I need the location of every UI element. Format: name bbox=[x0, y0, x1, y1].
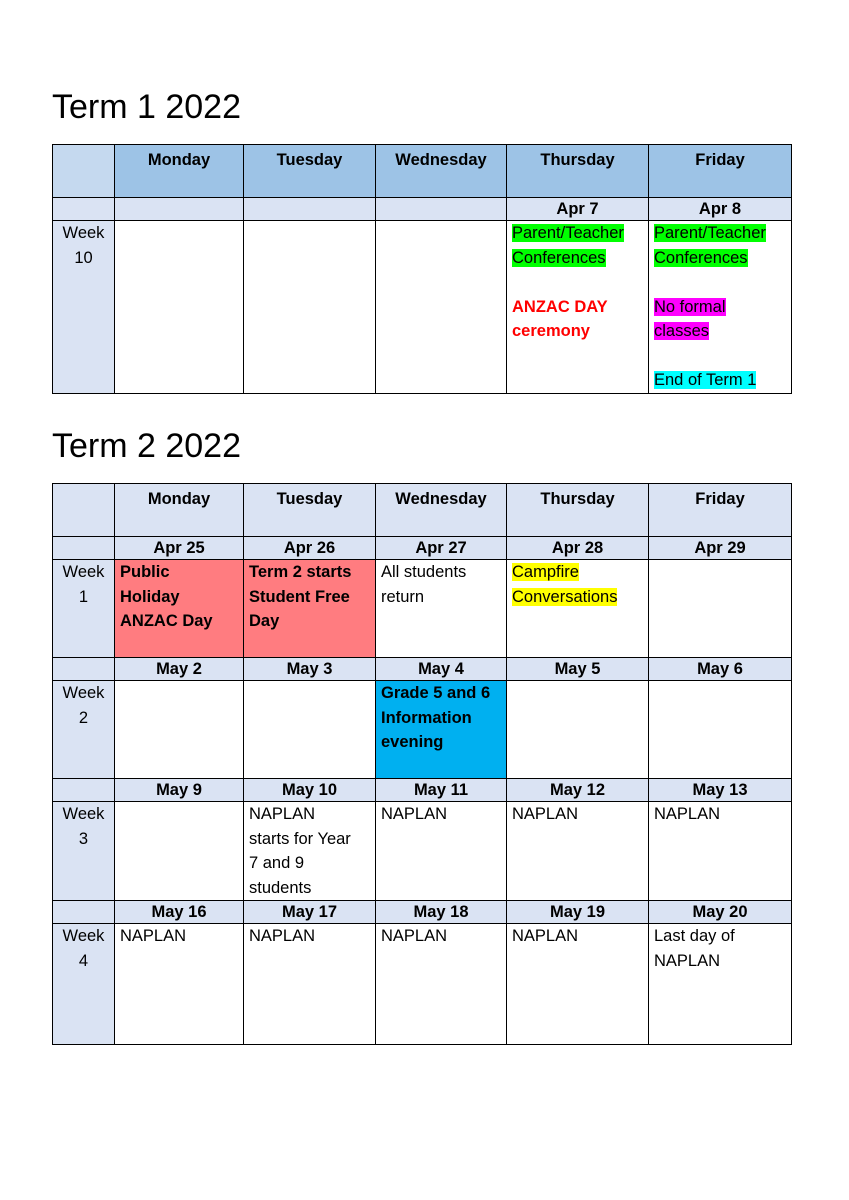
event-anzac-ceremony: ANZAC DAY bbox=[512, 297, 608, 316]
term1-calendar-table bbox=[52, 144, 792, 394]
event-parent-teacher: Conferences bbox=[512, 248, 606, 267]
day-cell bbox=[244, 221, 376, 394]
event-parent-teacher: Conferences bbox=[654, 248, 748, 267]
header-corner bbox=[53, 484, 115, 537]
week-row bbox=[53, 681, 792, 779]
date-cell: May 11 bbox=[376, 779, 507, 802]
week-label bbox=[53, 924, 115, 1045]
date-cell: May 16 bbox=[115, 901, 244, 924]
event-text: Public bbox=[120, 563, 170, 581]
week-word: Week bbox=[62, 563, 105, 581]
event-parent-teacher: Parent/Teacher bbox=[512, 224, 624, 242]
date-cell-blank bbox=[53, 658, 115, 681]
header-wednesday: Wednesday bbox=[376, 145, 507, 198]
event-all-students-return bbox=[376, 560, 507, 658]
header-monday: Monday bbox=[115, 145, 244, 198]
header-friday: Friday bbox=[649, 145, 792, 198]
term1-header-row bbox=[53, 145, 792, 198]
event-student-free-day bbox=[244, 560, 376, 658]
date-cell: May 17 bbox=[244, 901, 376, 924]
term2-title: Term 2 2022 bbox=[52, 427, 241, 465]
event-campfire-conversations bbox=[507, 560, 649, 658]
date-row bbox=[53, 537, 792, 560]
date-row bbox=[53, 198, 792, 221]
event-naplan: NAPLAN bbox=[649, 802, 792, 901]
date-cell: Apr 7 bbox=[507, 198, 649, 221]
date-cell: May 18 bbox=[376, 901, 507, 924]
week-row bbox=[53, 924, 792, 1045]
event-parent-teacher: Parent/Teacher bbox=[654, 224, 766, 242]
event-information-evening bbox=[376, 681, 507, 779]
event-naplan: NAPLAN bbox=[244, 924, 376, 1045]
date-cell: May 3 bbox=[244, 658, 376, 681]
date-cell: May 20 bbox=[649, 901, 792, 924]
day-cell bbox=[115, 802, 244, 901]
week-word: Week bbox=[62, 224, 105, 242]
week-number: 2 bbox=[78, 708, 89, 727]
week-label bbox=[53, 681, 115, 779]
date-cell-blank bbox=[53, 537, 115, 560]
week-number: 10 bbox=[74, 248, 93, 267]
event-text: students bbox=[249, 878, 312, 897]
event-text: Term 2 starts bbox=[249, 563, 352, 581]
event-text: Day bbox=[249, 612, 280, 630]
date-cell: Apr 29 bbox=[649, 537, 792, 560]
day-cell bbox=[115, 681, 244, 779]
header-thursday: Thursday bbox=[507, 145, 649, 198]
day-cell bbox=[376, 221, 507, 394]
date-cell: May 10 bbox=[244, 779, 376, 802]
event-naplan: NAPLAN bbox=[376, 802, 507, 901]
date-row bbox=[53, 779, 792, 802]
event-text: All students bbox=[381, 563, 467, 581]
day-cell-thursday bbox=[507, 221, 649, 394]
week-row bbox=[53, 221, 792, 394]
day-cell bbox=[115, 221, 244, 394]
header-tuesday: Tuesday bbox=[244, 484, 376, 537]
day-cell bbox=[649, 560, 792, 658]
date-cell: Apr 8 bbox=[649, 198, 792, 221]
week-label bbox=[53, 560, 115, 658]
event-text: 7 and 9 bbox=[249, 854, 305, 872]
event-naplan: NAPLAN bbox=[507, 924, 649, 1045]
date-cell: Apr 26 bbox=[244, 537, 376, 560]
date-cell bbox=[115, 198, 244, 221]
day-cell bbox=[649, 681, 792, 779]
date-cell: Apr 25 bbox=[115, 537, 244, 560]
term2-header-row bbox=[53, 484, 792, 537]
event-last-day-naplan bbox=[649, 924, 792, 1045]
day-cell bbox=[507, 681, 649, 779]
week-row bbox=[53, 560, 792, 658]
term2-calendar-table bbox=[52, 483, 792, 1045]
week-label bbox=[53, 221, 115, 394]
event-text: Last day of bbox=[654, 927, 735, 945]
date-cell-blank bbox=[53, 779, 115, 802]
date-cell: May 9 bbox=[115, 779, 244, 802]
event-text: starts for Year bbox=[249, 829, 351, 848]
event-no-formal-classes: No formal bbox=[654, 297, 726, 316]
event-naplan: NAPLAN bbox=[376, 924, 507, 1045]
event-text: Conversations bbox=[512, 587, 618, 606]
date-cell: May 6 bbox=[649, 658, 792, 681]
date-cell-blank bbox=[53, 901, 115, 924]
week-word: Week bbox=[62, 805, 105, 823]
event-naplan-starts bbox=[244, 802, 376, 901]
header-corner bbox=[53, 145, 115, 198]
header-wednesday: Wednesday bbox=[376, 484, 507, 537]
date-cell: Apr 27 bbox=[376, 537, 507, 560]
event-public-holiday bbox=[115, 560, 244, 658]
event-naplan: NAPLAN bbox=[115, 924, 244, 1045]
day-cell bbox=[244, 681, 376, 779]
date-cell: May 13 bbox=[649, 779, 792, 802]
event-no-formal-classes: classes bbox=[654, 322, 710, 340]
week-number: 3 bbox=[78, 829, 89, 848]
date-cell: May 5 bbox=[507, 658, 649, 681]
header-thursday: Thursday bbox=[507, 484, 649, 537]
event-text: evening bbox=[381, 733, 444, 751]
week-row bbox=[53, 802, 792, 901]
event-text: ANZAC Day bbox=[120, 612, 213, 630]
date-cell: Apr 28 bbox=[507, 537, 649, 560]
event-naplan: NAPLAN bbox=[507, 802, 649, 901]
event-text: NAPLAN bbox=[654, 951, 721, 970]
header-tuesday: Tuesday bbox=[244, 145, 376, 198]
day-cell-friday bbox=[649, 221, 792, 394]
date-cell: May 2 bbox=[115, 658, 244, 681]
date-cell-blank bbox=[53, 198, 115, 221]
date-row bbox=[53, 901, 792, 924]
week-word: Week bbox=[62, 684, 105, 702]
week-number: 4 bbox=[78, 951, 89, 970]
event-text: Campfire bbox=[512, 563, 579, 581]
event-text: Information bbox=[381, 708, 472, 727]
week-label bbox=[53, 802, 115, 901]
event-text: return bbox=[381, 587, 425, 606]
event-text: Grade 5 and 6 bbox=[381, 684, 491, 702]
week-word: Week bbox=[62, 927, 105, 945]
date-cell bbox=[244, 198, 376, 221]
event-text: NAPLAN bbox=[249, 805, 316, 823]
date-row bbox=[53, 658, 792, 681]
term1-title: Term 1 2022 bbox=[52, 88, 241, 126]
event-end-of-term: End of Term 1 bbox=[654, 371, 757, 389]
header-friday: Friday bbox=[649, 484, 792, 537]
date-cell: May 12 bbox=[507, 779, 649, 802]
event-text: Student Free bbox=[249, 587, 350, 606]
header-monday: Monday bbox=[115, 484, 244, 537]
event-anzac-ceremony: ceremony bbox=[512, 322, 590, 340]
date-cell: May 19 bbox=[507, 901, 649, 924]
date-cell bbox=[376, 198, 507, 221]
event-text: Holiday bbox=[120, 587, 180, 606]
date-cell: May 4 bbox=[376, 658, 507, 681]
week-number: 1 bbox=[78, 587, 89, 606]
